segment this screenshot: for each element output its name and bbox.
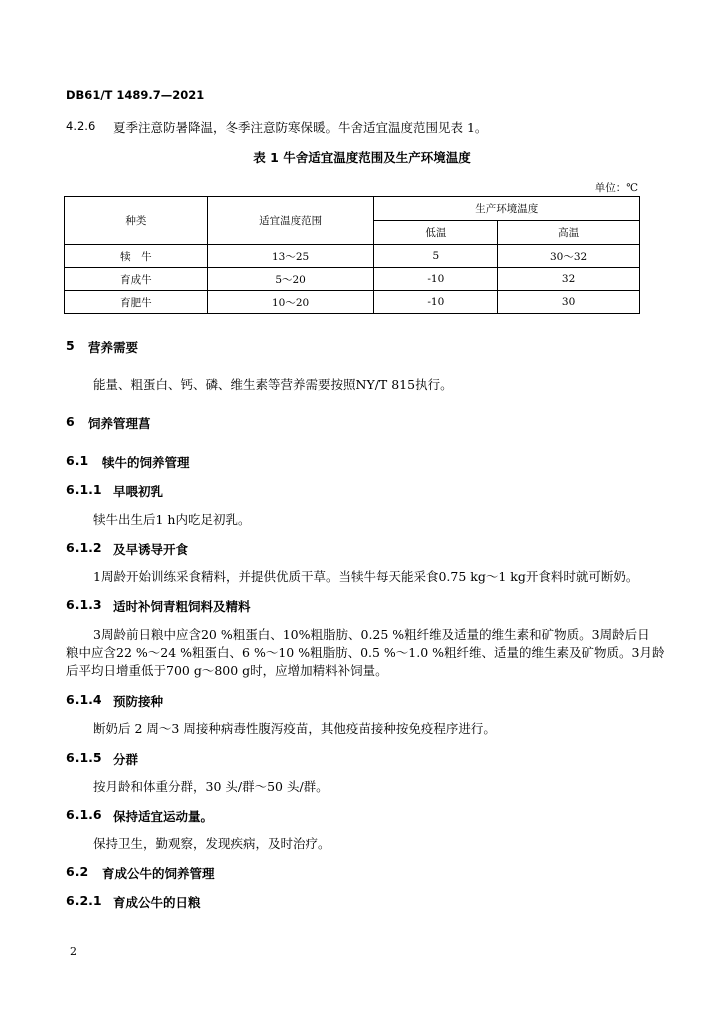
header-high: 高温	[498, 221, 640, 245]
table-row	[65, 291, 640, 314]
header-production-temp: 生产环境温度	[374, 197, 640, 221]
section-text-6-1-1: 犊牛出生后1 h内吃足初乳。	[93, 512, 251, 527]
clause-text-4-2-6: 夏季注意防暑降温，冬季注意防寒保暖。牛舍适宜温度范围见表 1。	[113, 120, 488, 135]
cell-high: 30～32	[498, 245, 640, 268]
section-text-6-1-6: 保持卫生，勤观察，发现疾病，及时治疗。	[93, 836, 331, 851]
section-title-6: 饲养管理菖	[88, 416, 151, 431]
header-suitable-range: 适宜温度范围	[207, 197, 374, 245]
cell-low: -10	[374, 268, 498, 291]
cell-range: 5～20	[207, 268, 374, 291]
cell-range: 10～20	[207, 291, 374, 314]
section-number-6-1-3: 6.1.3	[66, 597, 102, 612]
cell-low: 5	[374, 245, 498, 268]
table-row	[65, 245, 640, 268]
header-low: 低温	[374, 221, 498, 245]
table-unit: 单位：℃	[594, 182, 638, 194]
temperature-table	[64, 196, 640, 314]
page-number: 2	[70, 945, 77, 958]
section-number-6-1-6: 6.1.6	[66, 807, 102, 822]
cell-high: 32	[498, 268, 640, 291]
section-title-6-1: 犊牛的饲养管理	[102, 455, 190, 470]
section-number-6-2-1: 6.2.1	[66, 893, 102, 908]
clause-number-4-2-6: 4.2.6	[66, 119, 96, 133]
section-number-6-1-5: 6.1.5	[66, 750, 102, 765]
section-title-5: 营养需要	[88, 340, 139, 355]
cell-species: 犊 牛	[65, 245, 208, 268]
section-number-6-2: 6.2	[66, 864, 89, 879]
section-text-5: 能量、粗蛋白、钙、磷、维生素等营养需要按照NY/T 815执行。	[93, 377, 453, 392]
cell-high: 30	[498, 291, 640, 314]
cell-species: 育肥牛	[65, 291, 208, 314]
document-code: DB61/T 1489.7—2021	[66, 88, 205, 102]
section-text-6-1-2: 1周龄开始训练采食精料，并提供优质干草。当犊牛每天能采食0.75 kg～1 kg开食料时就可断奶。	[93, 569, 639, 584]
section-text-6-1-3-line3: 后平均日增重低于700 g～800 g时，应增加精料补饲量。	[66, 663, 388, 678]
section-number-6-1-2: 6.1.2	[66, 540, 102, 555]
section-text-6-1-5: 按月龄和体重分群，30 头/群～50 头/群。	[93, 779, 329, 794]
section-text-6-1-4: 断奶后 2 周～3 周接种病毒性腹泻疫苗，其他疫苗接种按免疫程序进行。	[93, 721, 496, 736]
section-number-6-1: 6.1	[66, 453, 89, 468]
section-text-6-1-3-line2: 粮中应含22 %～24 %粗蛋白、6 %～10 %粗脂肪、0.5 %～1.0 %粗纤维、适量的维生素及矿物质。3月龄	[66, 645, 665, 660]
section-number-6-1-1: 6.1.1	[66, 482, 102, 497]
section-title-6-1-2: 及早诱导开食	[113, 542, 189, 557]
section-number-5: 5	[66, 338, 75, 353]
header-species: 种类	[65, 197, 208, 245]
table-row	[65, 268, 640, 291]
section-title-6-2: 育成公牛的饲养管理	[102, 866, 215, 881]
section-title-6-1-3: 适时补饲青粗饲料及精料	[113, 599, 251, 614]
section-number-6: 6	[66, 414, 75, 429]
cell-range: 13～25	[207, 245, 374, 268]
section-title-6-2-1: 育成公牛的日粮	[113, 895, 201, 910]
section-title-6-1-6: 保持适宜运动量。	[113, 809, 214, 824]
section-title-6-1-5: 分群	[113, 752, 139, 767]
section-title-6-1-1: 早喂初乳	[113, 484, 164, 499]
table-title: 表 1 牛舍适宜温度范围及生产环境温度	[253, 150, 471, 165]
section-text-6-1-3-line1: 3周龄前日粮中应含20 %粗蛋白、10%粗脂肪、0.25 %粗纤维及适量的维生素和矿物质。3周龄后日	[93, 627, 650, 642]
cell-species: 育成牛	[65, 268, 208, 291]
section-title-6-1-4: 预防接种	[113, 694, 164, 709]
cell-low: -10	[374, 291, 498, 314]
section-number-6-1-4: 6.1.4	[66, 692, 102, 707]
